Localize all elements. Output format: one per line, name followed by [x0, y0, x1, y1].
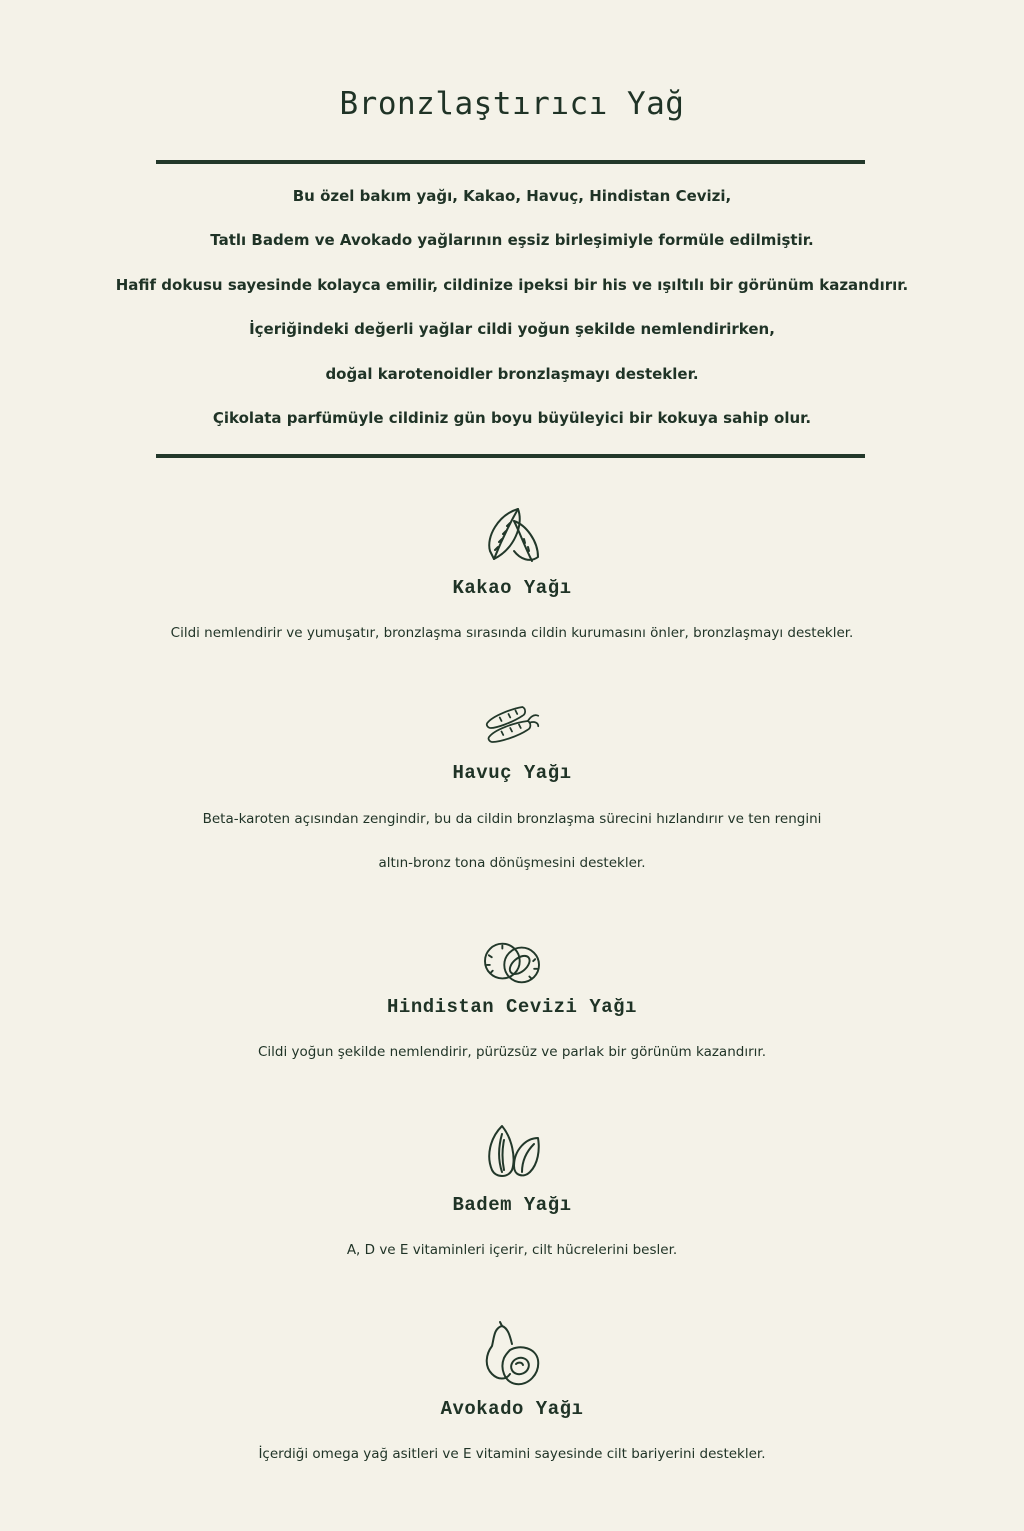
ingredient-description — [0, 1432, 1024, 1476]
ingredient-cocoa — [0, 505, 1024, 655]
intro-line: Hafif dokusu sayesinde kolayca emilir, cildinize ipeksi bir his ve ışıltılı bir görünüm kazandırır. — [115, 275, 909, 294]
ingredient-name: Hindistan Cevizi Yağı — [387, 996, 637, 1018]
ingredient-almond — [0, 1120, 1024, 1272]
intro-line: doğal karotenoidler bronzlaşmayı destekler. — [325, 364, 699, 383]
avocado-icon — [480, 1320, 544, 1392]
description-line: A, D ve E vitaminleri içerir, cilt hücrelerini besler. — [346, 1242, 678, 1258]
ingredient-name: Havuç Yağı — [452, 762, 572, 784]
bottom-divider — [156, 454, 865, 458]
ingredient-name: Avokado Yağı — [440, 1398, 584, 1420]
page-title: Bronzlaştırıcı Yağ — [339, 86, 685, 122]
ingredient-description — [0, 611, 1024, 655]
intro-line: Bu özel bakım yağı, Kakao, Havuç, Hindistan Cevizi, — [292, 187, 732, 205]
description-line: Cildi yoğun şekilde nemlendirir, pürüzsüz ve parlak bir görünüm kazandırır. — [257, 1044, 766, 1060]
ingredient-carrot — [0, 700, 1024, 885]
description-line: Cildi nemlendirir ve yumuşatır, bronzlaşma sırasında cildin kurumasını önler, bronzlaşmayı destekler. — [170, 625, 854, 641]
description-line: altın-bronz tona dönüşmesini destekler. — [378, 855, 646, 871]
almond-icon — [480, 1120, 544, 1184]
top-divider — [156, 160, 865, 164]
ingredient-description — [0, 797, 1024, 885]
description-line: İçerdiği omega yağ asitleri ve E vitamini sayesinde cilt bariyerini destekler. — [258, 1446, 766, 1462]
intro-text — [100, 174, 924, 440]
description-line: Beta-karoten açısından zengindir, bu da cildin bronzlaşma sürecini hızlandırır ve ten rengini — [202, 811, 822, 827]
intro-line: İçeriğindeki değerli yağlar cildi yoğun şekilde nemlendirirken, — [249, 320, 775, 339]
intro-line: Çikolata parfümüyle cildiniz gün boyu büyüleyici bir kokuya sahip olur. — [212, 408, 812, 427]
ingredient-coconut — [0, 936, 1024, 1074]
carrot-icon — [480, 700, 544, 756]
ingredient-avocado — [0, 1320, 1024, 1476]
ingredient-name: Badem Yağı — [452, 1194, 572, 1216]
cocoa-pod-icon — [480, 505, 544, 569]
coconut-icon — [480, 936, 544, 990]
ingredient-description — [0, 1030, 1024, 1074]
ingredient-description — [0, 1228, 1024, 1272]
ingredient-name: Kakao Yağı — [452, 577, 572, 599]
intro-line: Tatlı Badem ve Avokado yağlarının eşsiz birleşimiyle formüle edilmiştir. — [210, 231, 814, 250]
